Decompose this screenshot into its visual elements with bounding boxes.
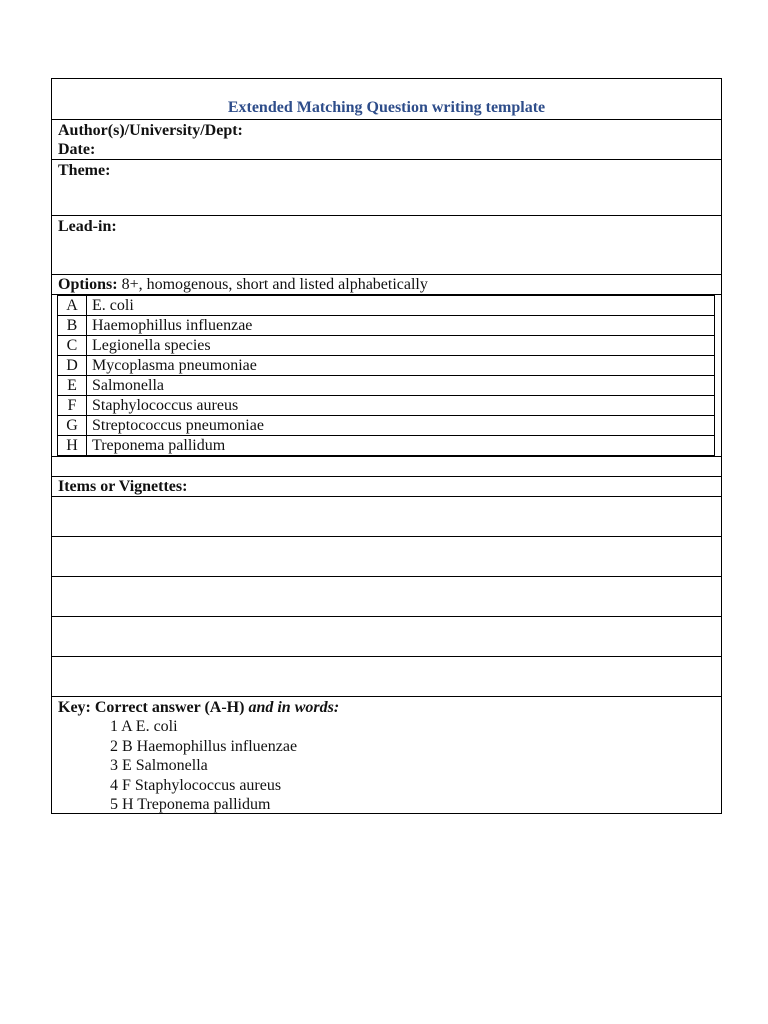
option-name: E. coli xyxy=(87,296,715,316)
option-name: Streptococcus pneumoniae xyxy=(87,416,715,436)
key-label-words: and in words: xyxy=(244,699,340,716)
option-letter: F xyxy=(58,396,87,416)
option-row xyxy=(58,436,715,456)
option-letter: D xyxy=(58,356,87,376)
option-name: Salmonella xyxy=(87,376,715,396)
option-row xyxy=(58,316,715,336)
vignette-row-5 xyxy=(52,656,721,696)
option-letter: B xyxy=(58,316,87,336)
items-label: Items or Vignettes: xyxy=(58,478,188,495)
option-name: Legionella species xyxy=(87,336,715,356)
key-label: Key: Correct answer (A-H) xyxy=(58,699,245,716)
vignette-row-3 xyxy=(52,576,721,616)
key-answer-list xyxy=(58,717,721,815)
key-answer: 5 H Treponema pallidum xyxy=(110,796,271,813)
key-answer: 3 E Salmonella xyxy=(110,757,208,774)
option-row xyxy=(58,396,715,416)
option-name: Treponema pallidum xyxy=(87,436,715,456)
option-row xyxy=(58,376,715,396)
key-answer: 1 A E. coli xyxy=(110,718,178,735)
options-label: Options: xyxy=(58,276,118,293)
emq-template-table xyxy=(51,78,722,814)
option-row xyxy=(58,356,715,376)
spacer-row xyxy=(52,456,721,476)
option-row xyxy=(58,336,715,356)
options-table xyxy=(57,295,715,456)
theme-row xyxy=(52,159,721,215)
vignette-row-2 xyxy=(52,536,721,576)
options-note: 8+, homogenous, short and listed alphabetically xyxy=(117,276,428,293)
option-name: Mycoplasma pneumoniae xyxy=(87,356,715,376)
option-row xyxy=(58,296,715,316)
key-answer: 4 F Staphylococcus aureus xyxy=(110,776,282,794)
items-label-row xyxy=(52,476,721,496)
option-letter: A xyxy=(58,296,87,316)
option-letter: C xyxy=(58,336,87,356)
option-name: Staphylococcus aureus xyxy=(87,396,715,416)
page-title: Extended Matching Question writing template xyxy=(227,99,546,116)
author-row xyxy=(52,119,721,159)
vignette-row-4 xyxy=(52,616,721,656)
option-name: Haemophillus influenzae xyxy=(87,316,715,336)
option-letter: E xyxy=(58,376,87,396)
option-letter: H xyxy=(58,436,87,456)
lead-in-row xyxy=(52,215,721,274)
options-list xyxy=(52,294,721,456)
title-row xyxy=(52,79,721,119)
option-row xyxy=(58,416,715,436)
author-label: Author(s)/University/Dept: xyxy=(58,122,243,139)
theme-label: Theme: xyxy=(58,162,111,179)
vignette-row-1 xyxy=(52,496,721,536)
key-answer: 2 B Haemophillus influenzae xyxy=(110,737,298,755)
option-letter: G xyxy=(58,416,87,436)
options-row xyxy=(52,274,721,294)
lead-in-label: Lead-in: xyxy=(58,218,117,235)
date-label: Date: xyxy=(58,141,96,158)
key-row xyxy=(52,696,721,813)
